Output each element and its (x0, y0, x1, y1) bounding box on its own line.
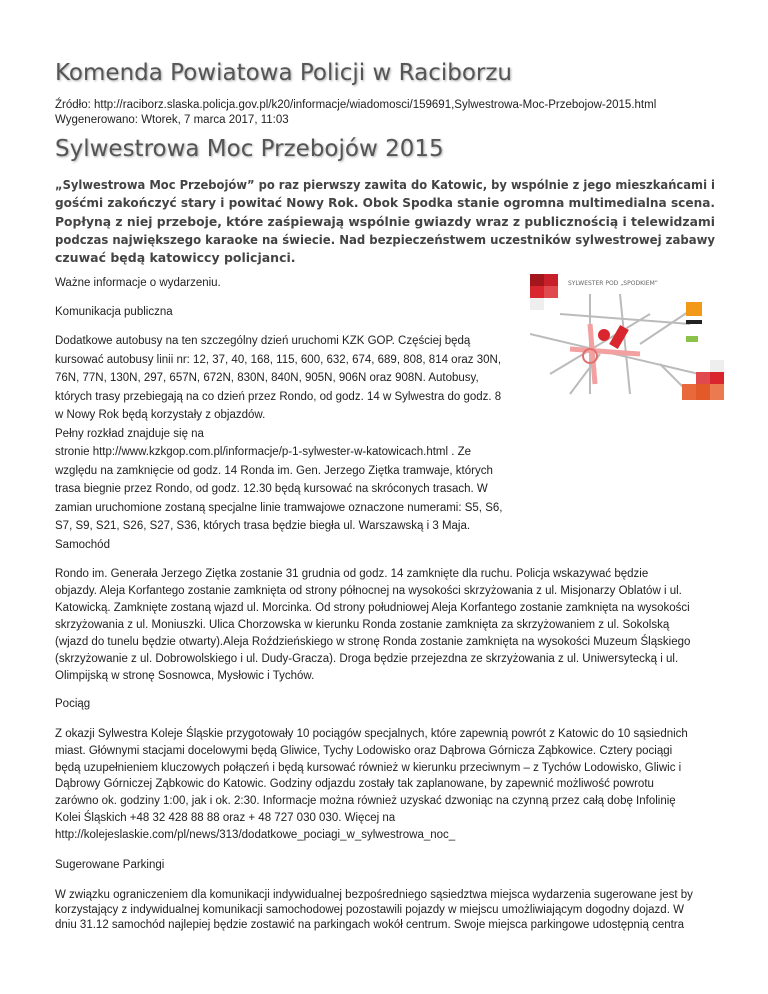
text-line: objazdy. Aleja Korfantego zostanie zamknięta od strony północnej na wysokości skrzyżowania z ul. Misjonarzy Oblatów i ul. (55, 585, 682, 597)
section-heading-train: Pociąg (55, 698, 91, 710)
text-line: zarówno ok. godziny 1:00, jak i ok. 2:30. Informacje można również uzyskać dzwoniąc na czynną przez całą dobę Infolinię (55, 795, 676, 808)
text-line: Rondo im. Generała Jerzego Ziętka zostanie 31 grudnia od godz. 14 zamknięte dla ruchu. Policja wskazywać będzie (55, 568, 649, 580)
text-line: względu na zamknięcie od godz. 14 Ronda im. Gen. Jerzego Ziętka tramwaje, których (55, 464, 493, 477)
text-line: miast. Głównymi stacjami docelowymi będą Gliwice, Tychy Lodowisko oraz Dąbrowa Górnicza Ząbkowice. Cztery pociągi (55, 744, 673, 757)
train-text (55, 726, 688, 844)
text-line: Katowicką. Zamknięte zostaną wjazd ul. Morcinka. Od strony południowej Aleja Korfantego zostanie zamknięta na wysokości (55, 602, 690, 614)
intro-text: Ważne informacje o wydarzeniu. (55, 277, 221, 289)
text-line: zamian uruchomione zostaną specjalne linie tramwajowe oznaczone numerami: S5, S6, (55, 501, 503, 514)
text-line: Z okazji Sylwestra Koleje Śląskie przygotowały 10 pociągów specjalnych, które zapewnią powrót z Katowic do 10 sąsiednich (55, 728, 688, 740)
text-line: Dodatkowe autobusy na ten szczególny dzień uruchomi KZK GOP. Częściej będą (55, 335, 471, 347)
text-line: kursować autobusy linii nr: 12, 37, 40, 168, 115, 600, 632, 674, 689, 808, 814 oraz 30N, (55, 353, 502, 366)
article-lead (55, 176, 768, 267)
kolejeslaskie-link-line[interactable]: http://kolejeslaskie.com/pl/news/313/dodatkowe_pociagi_w_sylwestrowa_noc_ (55, 828, 456, 841)
car-text (55, 566, 690, 685)
text-line: dniu 31.12 samochód najlepiej będzie zostawić na parkingach wokół centrum. Swoje miejsca parkingowe udostępnią centra (55, 919, 685, 931)
lead-line: „Sylwestrowa Moc Przebojów” po raz pierwszy zawita do Katowic, by wspólnie z jego mieszkańcami i (55, 177, 715, 192)
section-heading-parking: Sugerowane Parkingi (55, 859, 165, 871)
text-line: S7, S9, S21, S26, S27, S36, których trasa będzie biegła ul. Warszawską i 3 Maja. (55, 520, 471, 532)
event-map-image (530, 274, 724, 400)
text-line: Dąbrowy Górniczej Ząbkowic do Katowic. Godziny odjazdu zostały tak zaplanowane, by zapewnić możliwość powrotu (55, 778, 654, 791)
article-title: Sylwestrowa Moc Przebojów 2015 (55, 136, 444, 162)
text-line: w Nowy Rok będą korzystały z objazdów. (55, 409, 266, 421)
lead-line: Popłyną z niej przeboje, które zaśpiewają wspólnie gwiazdy wraz z publicznością i telewidzami (55, 213, 715, 229)
text-line: będą uzupełnieniem kluczowych połączeń i będą kursować również w kierunku przeciwnym – z Tychów Lodowisko, Gliwic i (55, 761, 682, 774)
text-line: skrzyżowania z ul. Moniuszki. Ulica Chorzowska w kierunku Ronda zostanie zamknięta za skrzyżowaniem z ul. Sokolską (55, 619, 670, 631)
text-line: (skrzyżowanie z ul. Dobrowolskiego i ul. Dudy-Gracza). Droga będzie przejezdna ze skrzyżowania z ul. Uniwersytecką i ul. (55, 653, 679, 665)
lead-line: gośćmi zakończyć stary i powitać Nowy Rok. Obok Spodka stanie ogromna multimedialna scena. (55, 195, 715, 211)
text-line: Pełny rozkład znajduje się na (55, 427, 204, 440)
generated-line: Wygenerowano: Wtorek, 7 marca 2017, 11:03 (55, 114, 289, 126)
text-line: (wjazd do tunelu będzie otwarty).Aleja Roździeńskiego w stronę Ronda zostanie zamknięta na wysokości Muzeum Śląskiego (55, 636, 691, 648)
text-line: W związku ograniczeniem dla komunikacji indywidualnej bezpośredniego sąsiedztwa miejsca wydarzenia sugerowane jest by (55, 889, 693, 901)
public-transport-text (55, 332, 502, 536)
section-heading-car: Samochód (55, 539, 110, 551)
source-line: Źródło: http://raciborz.slaska.policja.gov.pl/k20/informacje/wiadomosci/159691,Sylwestrowa-Moc-Przebojow-2015.html (55, 99, 657, 111)
text-line: korzystający z indywidualnej komunikacji samochodowej pozostawili pojazdy w miejscu umożliwiającym dogodny dojazd. W (55, 904, 684, 916)
section-heading-public-transport: Komunikacja publiczna (55, 306, 173, 318)
site-title: Komenda Powiatowa Policji w Raciborzu (55, 60, 513, 86)
text-line: Kolei Śląskich +48 32 428 88 88 oraz + 48 727 030 030. Więcej na (55, 811, 396, 824)
lead-line: podczas największego karaoke na świecie. Nad bezpieczeństwem uczestników sylwestrowej zabawy (55, 231, 715, 247)
text-line: trasa biegnie przez Rondo, od godz. 12.30 będą kursować na skróconych trasach. W (55, 483, 488, 495)
parking-text (55, 888, 693, 933)
lead-line: czuwać będą katowiccy policjanci. (55, 250, 296, 266)
text-line: których trasy przebiegają na co dzień przez Rondo, od godz. 14 w Sylwestra do godz. 8 (55, 390, 502, 403)
kzkgop-link-line[interactable]: stronie http://www.kzkgop.com.pl/informacje/p-1-sylwester-w-katowicach.html . Ze (55, 446, 472, 458)
text-line: 76N, 77N, 130N, 297, 657N, 672N, 830N, 840N, 905N, 906N oraz 908N. Autobusy, (55, 372, 479, 384)
text-line: Olimpijską w stronę Sosnowca, Mysłowic i Tychów. (55, 670, 315, 682)
map-caption: SYLWESTER POD „SPODKIEM” (568, 280, 658, 287)
